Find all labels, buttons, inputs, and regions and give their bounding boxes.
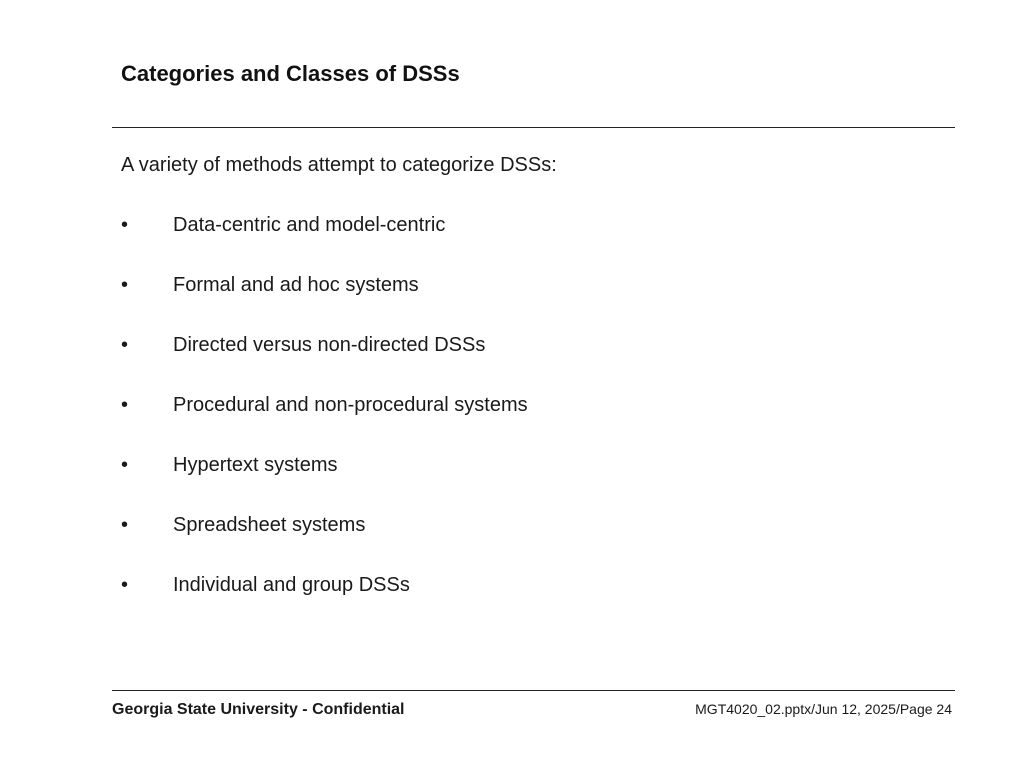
footer-page-info: MGT4020_02.pptx/Jun 12, 2025/Page 24 [695,701,952,717]
bullet-text: Directed versus non-directed DSSs [173,334,486,356]
bullet-text: Hypertext systems [173,454,338,476]
bullet-text: Spreadsheet systems [173,514,366,536]
bullet-icon: • [121,514,129,536]
bullet-icon: • [121,454,129,476]
footer-divider [112,690,955,691]
bullet-text: Data-centric and model-centric [173,214,446,236]
bullet-text: Procedural and non-procedural systems [173,394,528,416]
bullet-icon: • [121,274,129,296]
bullet-icon: • [121,394,129,416]
bullet-icon: • [121,574,129,596]
bullet-icon: • [121,214,129,236]
bullet-icon: • [121,334,129,356]
bullet-text: Individual and group DSSs [173,574,410,596]
title-divider [112,127,955,128]
footer-organization: Georgia State University - Confidential [112,701,405,718]
intro-text: A variety of methods attempt to categorize DSSs: [121,154,557,176]
slide-title: Categories and Classes of DSSs [121,61,460,86]
bullet-text: Formal and ad hoc systems [173,274,419,296]
